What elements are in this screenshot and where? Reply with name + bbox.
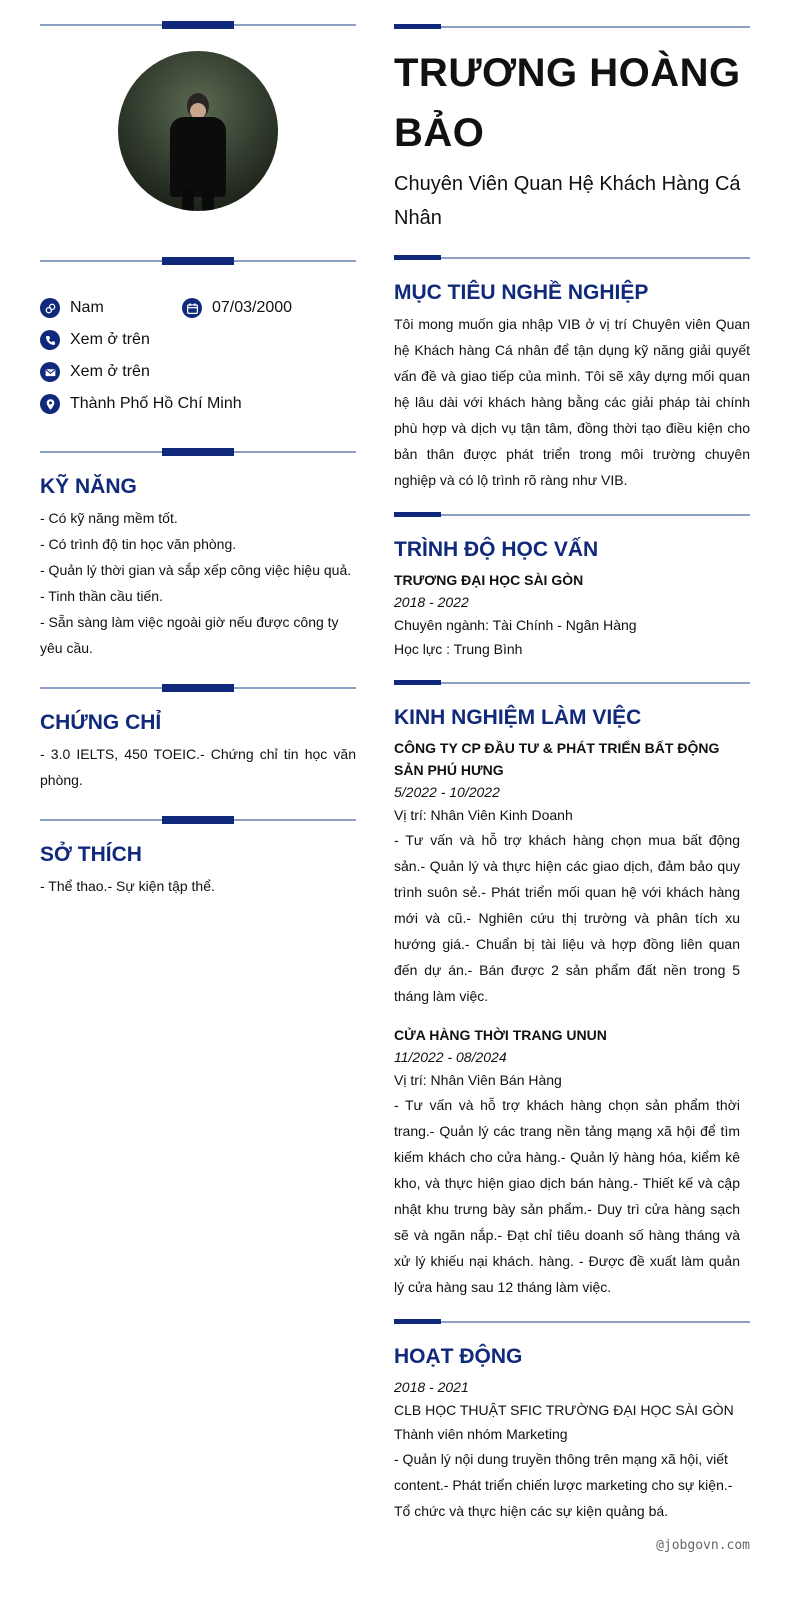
education-period: 2018 - 2022 [394,594,469,610]
contact-info [40,292,356,420]
school-name: TRƯƠNG ĐẠI HỌC SÀI GÒN [394,572,584,588]
job-description: - Tư vấn và hỗ trợ khách hàng chọn mua bất động sản.- Quản lý và thực hiện các giao dịch, đảm bảo quy trình suôn sẻ.- Phát triển mối quan hệ với khách hàng mới và cũ.- Nghiên cứu thị trường và phân tích xu hướng giá.- Chuẩn bị tài liệu và hợp đồng liên quan đến dự án.- Bán được 2 sản phẩm đất nền trong 5 tháng làm việc. [394,832,740,1004]
education-section [394,537,750,661]
hobbies-heading: SỞ THÍCH [40,843,142,866]
divider [40,257,356,265]
birthdate-item [182,298,292,318]
education-heading: TRÌNH ĐỘ HỌC VẤN [394,538,599,561]
divider [394,679,750,687]
location-pin-icon [40,394,60,414]
skills-list [40,505,356,661]
divider [40,21,356,29]
list-item: - Quản lý thời gian và sắp xếp công việc hiệu quả. [40,562,352,578]
divider [394,1318,750,1326]
phone-value: Xem ở trên [70,331,150,348]
job-position: Vị trí: Nhân Viên Bán Hàng [394,1072,562,1088]
address-item [40,388,356,420]
gender-item [40,298,182,318]
birthdate-value: 07/03/2000 [212,299,293,316]
hobbies-section [40,842,356,899]
activity-description: - Quản lý nội dung truyền thông trên mạng xã hội, viết content.- Phát triển chiến lược marketing cho sự kiện.- Tổ chức và thực hiện các sự kiện quảng bá. [394,1451,733,1519]
certificates-heading: CHỨNG CHỈ [40,711,162,734]
email-icon [40,362,60,382]
job-entry [394,1024,750,1300]
job-period: 5/2022 - 10/2022 [394,784,500,800]
list-item: - Có trình độ tin học văn phòng. [40,536,237,552]
job-position: Vị trí: Nhân Viên Kinh Doanh [394,807,573,823]
company-name: CÔNG TY CP ĐẦU TƯ & PHÁT TRIỂN BẤT ĐỘNG SẢN PHÚ HƯNG [394,740,720,778]
experience-heading: KINH NGHIỆM LÀM VIỆC [394,706,642,729]
job-period: 11/2022 - 08/2024 [394,1049,507,1065]
divider [40,448,356,456]
divider [394,254,750,262]
activities-section [394,1344,750,1524]
divider [394,23,750,31]
list-item: - Có kỹ năng mềm tốt. [40,510,178,526]
skills-section [40,474,356,661]
job-title: Chuyên Viên Quan Hệ Khách Hàng Cá Nhân [394,173,741,229]
list-item: - Sẵn sàng làm việc ngoài giờ nếu được công ty yêu cầu. [40,614,339,656]
objective-heading: MỤC TIÊU NGHỀ NGHIỆP [394,281,649,304]
activity-period: 2018 - 2021 [394,1379,469,1395]
right-column [394,0,750,1524]
divider [40,684,356,692]
hobbies-text: - Thể thao.- Sự kiện tập thể. [40,878,215,894]
job-description: - Tư vấn và hỗ trợ khách hàng chọn sản phẩm thời trang.- Quản lý các trang nền tảng mạng xã hội để tìm kiếm khách cho cửa hàng.- Quản lý hàng hóa, kiểm kê kho, và thực hiện giao dịch bán hàng.- Thiết kế và cập nhật khu trưng bày sản phẩm.- Duy trì cửa hàng sạch sẽ và ngăn nắp.- Đạt chỉ tiêu doanh số hàng tháng và xử lý khiếu nại khách. hàng. - Được đề xuất làm quản lý cửa hàng sau 12 tháng làm việc. [394,1097,740,1295]
phone-icon [40,330,60,350]
company-name: CỬA HÀNG THỜI TRANG UNUN [394,1027,607,1043]
email-item [40,356,356,388]
divider [40,816,356,824]
activities-heading: HOẠT ĐỘNG [394,1345,523,1368]
calendar-icon [182,298,202,318]
divider [394,511,750,519]
activity-role: Thành viên nhóm Marketing [394,1426,568,1442]
objective-section [394,280,750,493]
list-item: - Tinh thần cầu tiến. [40,588,163,604]
avatar [118,51,278,211]
candidate-name: TRƯƠNG HOÀNG BẢO [394,51,741,155]
activity-organization: CLB HỌC THUẬT SFIC TRƯỜNG ĐẠI HỌC SÀI GÒN [394,1402,734,1418]
objective-text: Tôi mong muốn gia nhập VIB ở vị trí Chuyên viên Quan hệ Khách hàng Cá nhân để tận dụng kỹ năng giải quyết vấn đề và giao tiếp của mình. Tôi sẽ xây dựng mối quan hệ lâu dài với khách hàng bằng các giải pháp tài chính phù hợp và dịch vụ tận tâm, đồng thời tạo điều kiện cho bản thân được phát triển trong môi trường chuyên nghiệp và có lộ trình rõ ràng như VIB. [394,316,750,488]
skills-heading: KỸ NĂNG [40,475,137,498]
phone-item [40,324,356,356]
email-value: Xem ở trên [70,363,150,380]
certificates-section [40,710,356,793]
address-value: Thành Phố Hồ Chí Minh [70,395,242,412]
education-major: Chuyên ngành: Tài Chính - Ngân Hàng [394,617,637,633]
certificates-text: - 3.0 IELTS, 450 TOEIC.- Chứng chỉ tin học văn phòng. [40,746,356,788]
job-entry [394,737,750,1009]
gender-value: Nam [70,299,104,316]
left-column [40,0,356,899]
experience-section [394,705,750,1300]
watermark: @jobgovn.com [656,1538,750,1553]
gender-icon [40,298,60,318]
education-grade: Học lực : Trung Bình [394,641,523,657]
